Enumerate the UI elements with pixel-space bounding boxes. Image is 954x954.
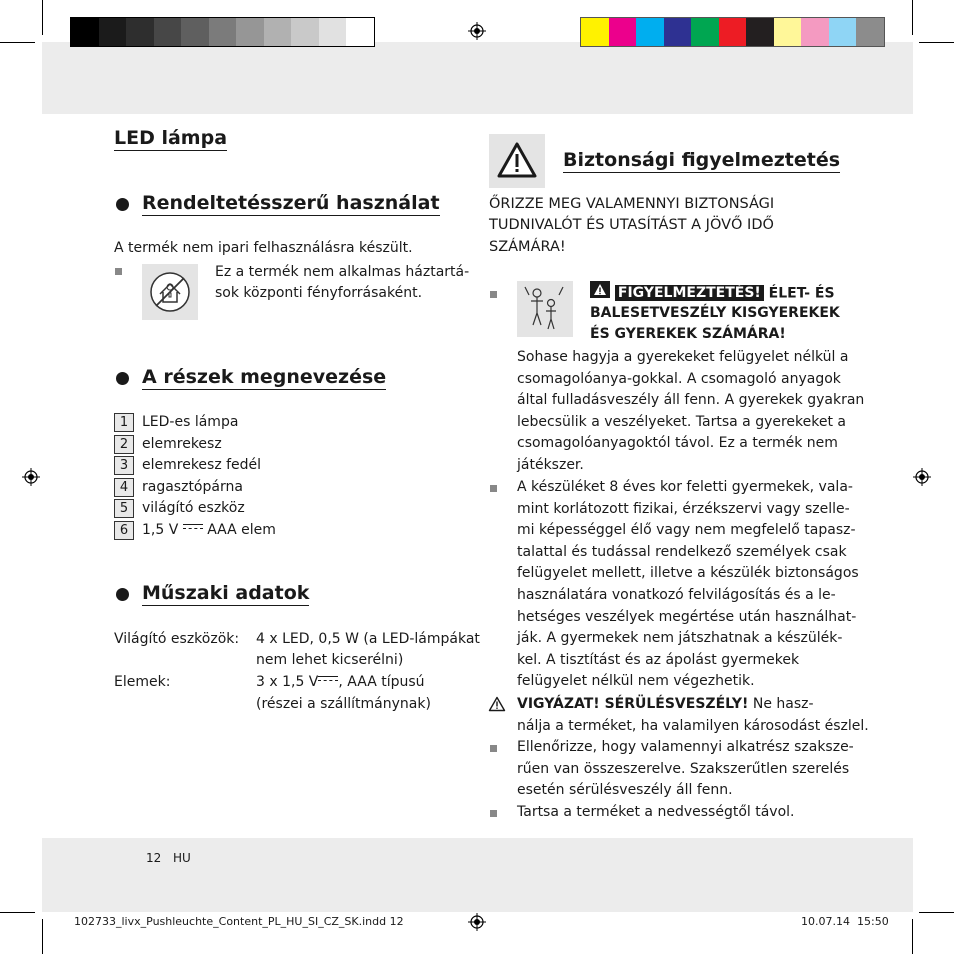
caution-triangle-icon [488, 696, 506, 712]
warning-triangle-icon [489, 134, 545, 188]
print-date: 10.07.14 [801, 915, 850, 928]
warning-heading [590, 281, 835, 306]
caution-rest: Ne hasz- [748, 696, 814, 712]
gray-swatch [291, 18, 319, 46]
intended-use-bullet-line: sok központi fényforrásaként. [215, 285, 423, 301]
section-heading-tech: Műszaki adatok [142, 582, 310, 604]
part-label: világító eszköz [142, 500, 245, 516]
section-bullet [116, 198, 129, 211]
paragraph-line: esetén sérülésveszély áll fenn. [517, 782, 733, 799]
batteries-voltage: 3 x 1,5 V [256, 674, 319, 690]
list-bullet [490, 810, 497, 817]
paragraph-line: csomagolóanyagoktól távol. Ez a termék nem [517, 435, 838, 452]
caution-bold: VIGYÁZAT! SÉRÜLÉSVESZÉLY! [517, 696, 749, 712]
process-color-bar [580, 17, 885, 47]
warning-heading-rest: ÉLET- ÉS [768, 285, 835, 302]
registration-mark-icon [468, 913, 486, 931]
paragraph-line: hetséges veszélyek megértése után használhat- [517, 608, 857, 625]
registration-mark-icon [913, 468, 931, 486]
battery-type: AAA elem [207, 522, 276, 538]
caution-line: nálja a terméket, ha valamilyen károsodást észlel. [517, 718, 869, 734]
part-label [142, 520, 276, 542]
page-number: 12 [146, 851, 162, 865]
top-gray-band [42, 42, 913, 114]
color-swatch [746, 18, 774, 46]
house-light-icon [142, 264, 198, 320]
file-name: 102733_livx_Pushleuchte_Content_PL_HU_SI_CZ_SK.indd 12 [74, 915, 404, 928]
gray-swatch [71, 18, 99, 46]
gray-swatch [154, 18, 182, 46]
tech-batteries-label: Elemek: [114, 674, 171, 690]
warning-small-triangle-icon [590, 281, 610, 306]
color-swatch [801, 18, 829, 46]
keep-instructions-line: TUDNIVALÓT ÉS UTASÍTÁST A JÖVŐ IDŐ [489, 217, 774, 233]
crop-mark [0, 912, 35, 913]
warning-heading-line: BALESETVESZÉLY KISGYEREKEK [590, 305, 840, 321]
paragraph-line: mint korlátozott fizikai, érzékszervi vagy szelle- [517, 500, 850, 517]
moisture-text: Tartsa a terméket a nedvességtől távol. [517, 804, 795, 820]
paragraph-line: A készüléket 8 éves kor feletti gyermekek, vala- [517, 479, 853, 495]
paragraph-line: ják. A gyermekek nem játszhatnak a készülék- [517, 630, 843, 647]
color-swatch [856, 18, 884, 46]
part-number: 1 [114, 413, 134, 432]
paragraph-line: kel. A tisztítást és az ápolást gyermekek [517, 651, 800, 668]
dc-symbol-icon [183, 524, 203, 530]
paragraph-line: mi képességgel élő vagy nem megfelelő tapasz- [517, 522, 856, 539]
crop-mark [912, 919, 913, 954]
paragraph-line: Ellenőrizze, hogy valamennyi alkatrész szaksze- [517, 739, 854, 755]
tech-batteries-value: (részei a szállítmánynak) [256, 696, 431, 712]
part-label: LED-es lámpa [142, 414, 239, 430]
gray-swatch [346, 18, 374, 46]
part-number: 5 [114, 499, 134, 518]
registration-mark-icon [468, 22, 486, 40]
list-bullet [490, 745, 497, 752]
paragraph-line: által fulladásveszély áll fenn. A gyerekek gyakran [517, 392, 865, 409]
keep-instructions-line: SZÁMÁRA! [489, 239, 566, 255]
paragraph-line: talattal és tudással rendelkező személyek csak [517, 543, 847, 560]
tech-lamps-value: nem lehet kicserélni) [256, 652, 404, 668]
section-bullet [116, 372, 129, 385]
part-number: 2 [114, 435, 134, 454]
grayscale-bar [70, 17, 375, 47]
part-number: 4 [114, 478, 134, 497]
list-bullet [115, 268, 122, 275]
page-language: HU [173, 851, 191, 865]
paragraph-line: felügyelet mellett, illetve a készülék biztonságos [517, 565, 859, 582]
gray-swatch [209, 18, 237, 46]
paragraph-line: rűen van összeszerelve. Szakszerűtlen szerelés [517, 760, 850, 777]
section-heading-intended-use: Rendeltetésszerű használat [142, 192, 440, 214]
caution-line [517, 694, 814, 716]
safety-title: Biztonsági figyelmeztetés [563, 149, 841, 171]
paragraph-line: Sohase hagyja a gyerekeket felügyelet nélkül a [517, 349, 849, 365]
page-title: LED lámpa [114, 127, 228, 149]
section-bullet [116, 588, 129, 601]
paragraph-line: használatára vonatkozó felvilágosítás és a le- [517, 587, 836, 603]
intended-use-text: A termék nem ipari felhasználásra készült. [114, 240, 413, 256]
color-swatch [636, 18, 664, 46]
color-swatch [581, 18, 609, 46]
gray-swatch [99, 18, 127, 46]
part-label: elemrekesz fedél [142, 457, 262, 473]
battery-voltage: 1,5 V [142, 522, 179, 538]
tech-batteries-value [256, 672, 425, 694]
color-swatch [609, 18, 637, 46]
crop-mark [42, 0, 43, 35]
gray-swatch [181, 18, 209, 46]
child-warning-icon [517, 281, 573, 337]
gray-swatch [236, 18, 264, 46]
batteries-type: , AAA típusú [338, 674, 425, 690]
color-swatch [774, 18, 802, 46]
bottom-gray-band [42, 838, 913, 912]
registration-mark-icon [22, 468, 40, 486]
intended-use-bullet-line: Ez a termék nem alkalmas háztartá- [215, 264, 470, 280]
paragraph-line: csomagolóanya-gokkal. A csomagoló anyagok [517, 370, 841, 387]
print-time: 15:50 [857, 915, 889, 928]
crop-mark [0, 42, 35, 43]
list-bullet [490, 291, 497, 298]
list-bullet [490, 485, 497, 492]
tech-lamps-value: 4 x LED, 0,5 W (a LED-lámpákat [256, 631, 480, 647]
keep-instructions-line: ŐRIZZE MEG VALAMENNYI BIZTONSÁGI [489, 196, 775, 212]
paragraph-line: felügyelet nélkül nem végezhetik. [517, 673, 755, 690]
dc-symbol-icon [318, 676, 338, 682]
part-label: ragasztópárna [142, 479, 243, 495]
color-swatch [719, 18, 747, 46]
gray-swatch [126, 18, 154, 46]
gray-swatch [264, 18, 292, 46]
paragraph-line: játékszer. [517, 457, 584, 473]
part-number: 6 [114, 521, 134, 540]
warning-heading-line: ÉS GYEREKEK SZÁMÁRA! [590, 326, 786, 342]
gray-swatch [319, 18, 347, 46]
paragraph-line: lebecsülik a veszélyeket. Tartsa a gyerekeket a [517, 413, 847, 430]
warning-label: FIGYELMEZTETÉS! [615, 285, 764, 301]
color-swatch [664, 18, 692, 46]
part-number: 3 [114, 456, 134, 475]
crop-mark [42, 919, 43, 954]
part-label: elemrekesz [142, 436, 222, 452]
crop-mark [919, 42, 954, 43]
color-swatch [829, 18, 857, 46]
section-heading-parts: A részek megnevezése [142, 366, 387, 388]
color-swatch [691, 18, 719, 46]
tech-lamps-label: Világító eszközök: [114, 631, 240, 647]
crop-mark [912, 0, 913, 35]
crop-mark [919, 912, 954, 913]
